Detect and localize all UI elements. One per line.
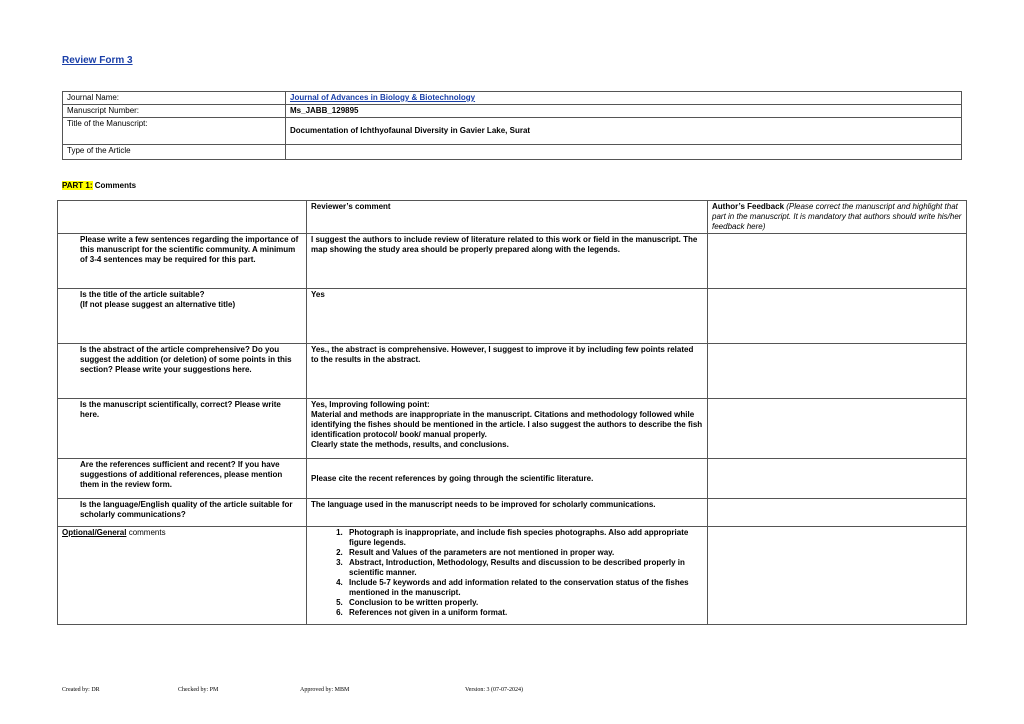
comments-header-row: [58, 201, 967, 234]
part1-label-highlight: PART 1:: [62, 181, 93, 190]
comment-row-language: [58, 499, 967, 527]
reviewer-comment-title: Yes: [307, 289, 708, 344]
list-item: 6. References not given in a uniform format.: [345, 608, 703, 618]
footer-version: Version: 3 (07-07-2024): [465, 687, 523, 693]
list-item: 4. Include 5-7 keywords and add information related to the conservation status of the fishes mentioned in the manuscript.: [345, 578, 703, 598]
form-title: Review Form 3: [62, 55, 133, 66]
manuscript-info-table: [62, 91, 962, 160]
article-type-row: [63, 145, 962, 160]
part1-heading: [62, 181, 136, 190]
author-feedback-title-row[interactable]: [708, 289, 967, 344]
question-title-line2: (If not please suggest an alternative title): [80, 300, 236, 309]
manuscript-number-row: [63, 105, 962, 118]
optional-general-text: Optional/General: [62, 528, 127, 537]
journal-name-label: Journal Name:: [63, 92, 286, 105]
question-title-line1: Is the title of the article suitable?: [80, 290, 205, 299]
footer-created-by: Created by: DR: [62, 687, 100, 693]
manuscript-number-label: Manuscript Number:: [63, 105, 286, 118]
list-item: 5. Conclusion to be written properly.: [345, 598, 703, 608]
header-blank-cell: [58, 201, 307, 234]
author-feedback-abstract[interactable]: [708, 344, 967, 399]
author-feedback-optional[interactable]: [708, 527, 967, 625]
footer-checked-by: Checked by: PM: [178, 687, 219, 693]
journal-name-link[interactable]: Journal of Advances in Biology & Biotechnology: [290, 93, 476, 102]
list-item: 1. Photograph is inappropriate, and include fish species photographs. Also add appropriate figure legends.: [345, 528, 703, 548]
author-feedback-importance[interactable]: [708, 234, 967, 289]
author-feedback-language[interactable]: [708, 499, 967, 527]
comment-row-title: [58, 289, 967, 344]
question-references: Are the references sufficient and recent? If you have suggestions of additional references, please mention them in the review form.: [58, 459, 307, 499]
manuscript-title-label: Title of the Manuscript:: [63, 118, 286, 145]
question-importance: Please write a few sentences regarding the importance of this manuscript for the scientific community. A minimum of 3-4 sentences may be required for this part.: [58, 234, 307, 289]
author-feedback-title: Author’s Feedback: [712, 202, 785, 211]
comment-row-importance: [58, 234, 967, 289]
reviewer-comment-scientific: [307, 399, 708, 459]
reviewer-comment-references: Please cite the recent references by going through the scientific literature.: [307, 459, 708, 499]
reviewer-comment-abstract: Yes., the abstract is comprehensive. However, I suggest to improve it by including few points related to the results in the abstract.: [307, 344, 708, 399]
part1-label-rest: Comments: [92, 181, 137, 190]
author-feedback-header: [708, 201, 967, 234]
footer-approved-by: Approved by: MBM: [300, 687, 350, 693]
author-feedback-references[interactable]: [708, 459, 967, 499]
question-title: [58, 289, 307, 344]
comment-row-scientific: [58, 399, 967, 459]
optional-comments-rest: comments: [126, 528, 166, 537]
article-type-label: Type of the Article: [63, 145, 286, 160]
journal-row: [63, 92, 962, 105]
author-feedback-scientific[interactable]: [708, 399, 967, 459]
comment-row-references: [58, 459, 967, 499]
article-type-value: [286, 145, 962, 160]
list-item: 3. Abstract, Introduction, Methodology, Results and discussion to be described properly in scientific manner.: [345, 558, 703, 578]
question-scientific: Is the manuscript scientifically, correct? Please write here.: [58, 399, 307, 459]
question-language: Is the language/English quality of the article suitable for scholarly communications?: [58, 499, 307, 527]
scientific-comment-line-2: Material and methods are inappropriate in the manuscript. Citations and methodology followed while identifying the fishes should be mentioned in the article. I also suggest the authors to describe the fish identification protocol/ book/ manual properly.: [311, 410, 703, 439]
comment-row-optional: [58, 527, 967, 625]
manuscript-number-value: Ms_JABB_129895: [286, 105, 962, 118]
scientific-comment-line-1: Yes, Improving following point:: [311, 400, 430, 409]
optional-comments-list: [311, 528, 703, 618]
question-abstract: Is the abstract of the article comprehensive? Do you suggest the addition (or deletion) of some points in this section? Please write your suggestions here.: [58, 344, 307, 399]
optional-comments-list-cell: [307, 527, 708, 625]
list-item: 2. Result and Values of the parameters are not mentioned in proper way.: [345, 548, 703, 558]
reviewer-comment-importance: I suggest the authors to include review of literature related to this work or field in the manuscript. The map showing the study area should be properly prepared along with the legends.: [307, 234, 708, 289]
optional-comments-label: [58, 527, 307, 625]
comments-table: [57, 200, 967, 625]
scientific-comment-line-3: Clearly state the methods, results, and conclusions.: [311, 440, 509, 449]
reviewer-comment-header: Reviewer’s comment: [307, 201, 708, 234]
comment-row-abstract: [58, 344, 967, 399]
author-feedback-instructions: (Please correct the manuscript and highlight that part in the manuscript. It is mandatory that authors should write his/her feedback here): [712, 202, 962, 231]
manuscript-title-row: [63, 118, 962, 145]
reviewer-comment-language: The language used in the manuscript needs to be improved for scholarly communications.: [307, 499, 708, 527]
manuscript-title-value: Documentation of Ichthyofaunal Diversity in Gavier Lake, Surat: [286, 118, 962, 145]
